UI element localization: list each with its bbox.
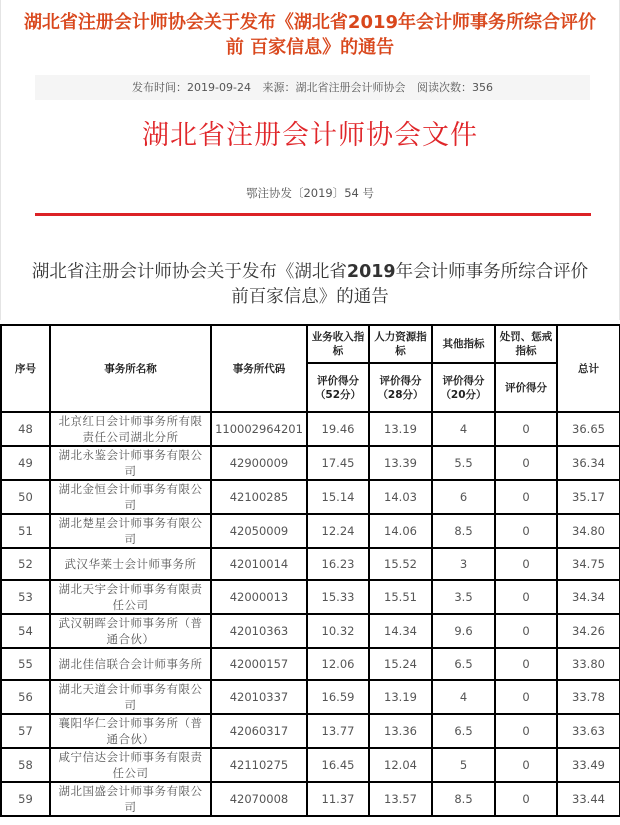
cell-hr: 14.34 bbox=[369, 614, 432, 648]
cell-penalty: 0 bbox=[495, 446, 557, 480]
notice-title bbox=[30, 260, 590, 310]
cell-total: 34.26 bbox=[557, 614, 620, 648]
cell-penalty: 0 bbox=[495, 648, 557, 680]
cell-hr: 13.19 bbox=[369, 680, 432, 714]
cell-penalty: 0 bbox=[495, 514, 557, 548]
header-income-score: 评价得分（52分） bbox=[307, 363, 369, 412]
cell-seq: 50 bbox=[1, 480, 50, 514]
cell-penalty: 0 bbox=[495, 614, 557, 648]
cell-income: 11.37 bbox=[307, 782, 369, 816]
cell-seq: 49 bbox=[1, 446, 50, 480]
cell-seq: 56 bbox=[1, 680, 50, 714]
table-row bbox=[1, 412, 620, 446]
cell-other: 6 bbox=[432, 480, 495, 514]
cell-code: 42060317 bbox=[211, 714, 307, 748]
cell-hr: 15.51 bbox=[369, 580, 432, 614]
table-row bbox=[1, 714, 620, 748]
cell-code: 42050009 bbox=[211, 514, 307, 548]
cell-other: 3.5 bbox=[432, 580, 495, 614]
document-number: 鄂注协发〔2019〕54 号 bbox=[245, 186, 375, 200]
cell-name: 武汉朝晖会计师事务所（普通合伙） bbox=[50, 614, 211, 648]
cell-name: 湖北佳信联合会计师事务所 bbox=[50, 648, 211, 680]
cell-seq: 57 bbox=[1, 714, 50, 748]
cell-other: 9.6 bbox=[432, 614, 495, 648]
cell-income: 15.33 bbox=[307, 580, 369, 614]
cell-penalty: 0 bbox=[495, 680, 557, 714]
cell-penalty: 0 bbox=[495, 412, 557, 446]
cell-name: 湖北天宇会计师事务有限责任公司 bbox=[50, 580, 211, 614]
cell-hr: 14.06 bbox=[369, 514, 432, 548]
cell-total: 36.34 bbox=[557, 446, 620, 480]
table-row bbox=[1, 680, 620, 714]
cell-hr: 14.03 bbox=[369, 480, 432, 514]
header-name: 事务所名称 bbox=[50, 325, 211, 412]
table-row bbox=[1, 480, 620, 514]
cell-total: 33.49 bbox=[557, 748, 620, 782]
cell-total: 35.17 bbox=[557, 480, 620, 514]
cell-income: 17.45 bbox=[307, 446, 369, 480]
cell-code: 42110275 bbox=[211, 748, 307, 782]
cell-hr: 13.36 bbox=[369, 714, 432, 748]
notice-title-year: 2019 bbox=[346, 262, 396, 282]
cell-name: 湖北楚星会计师事务有限公司 bbox=[50, 514, 211, 548]
cell-total: 33.44 bbox=[557, 782, 620, 816]
cell-name: 武汉华莱士会计师事务所 bbox=[50, 548, 211, 580]
header-penalty-score: 评价得分 bbox=[495, 363, 557, 412]
cell-total: 33.63 bbox=[557, 714, 620, 748]
cell-income: 19.46 bbox=[307, 412, 369, 446]
source-value: 湖北省注册会计师协会 bbox=[295, 81, 406, 94]
views-count: 356 bbox=[471, 81, 493, 94]
cell-code: 42010014 bbox=[211, 548, 307, 580]
cell-name: 襄阳华仁会计师事务所（普通合伙） bbox=[50, 714, 211, 748]
cell-income: 12.24 bbox=[307, 514, 369, 548]
cell-income: 13.77 bbox=[307, 714, 369, 748]
table-row bbox=[1, 614, 620, 648]
cell-hr: 15.52 bbox=[369, 548, 432, 580]
table-row bbox=[1, 782, 620, 816]
cell-seq: 55 bbox=[1, 648, 50, 680]
cell-hr: 13.39 bbox=[369, 446, 432, 480]
cell-hr: 12.04 bbox=[369, 748, 432, 782]
cell-code: 110002964201 bbox=[211, 412, 307, 446]
cell-name: 咸宁信达会计师事务有限责任公司 bbox=[50, 748, 211, 782]
cell-income: 10.32 bbox=[307, 614, 369, 648]
publish-date: 2019-09-24 bbox=[187, 81, 251, 94]
cell-other: 8.5 bbox=[432, 782, 495, 816]
publish-label: 发布时间： bbox=[132, 81, 188, 94]
cell-other: 4 bbox=[432, 680, 495, 714]
cell-income: 16.45 bbox=[307, 748, 369, 782]
header-other-indicator: 其他指标 bbox=[432, 325, 495, 363]
table-row bbox=[1, 514, 620, 548]
cell-hr: 13.19 bbox=[369, 412, 432, 446]
cell-total: 34.34 bbox=[557, 580, 620, 614]
cell-seq: 54 bbox=[1, 614, 50, 648]
cell-seq: 53 bbox=[1, 580, 50, 614]
cell-income: 15.14 bbox=[307, 480, 369, 514]
table-row bbox=[1, 580, 620, 614]
header-penalty-indicator: 处罚、惩戒指标 bbox=[495, 325, 557, 363]
header-hr-score: 评价得分（28分） bbox=[369, 363, 432, 412]
cell-seq: 52 bbox=[1, 548, 50, 580]
cell-seq: 48 bbox=[1, 412, 50, 446]
header-other-score: 评价得分（20分） bbox=[432, 363, 495, 412]
cell-seq: 59 bbox=[1, 782, 50, 816]
article-meta-bar bbox=[35, 75, 590, 100]
cell-total: 34.75 bbox=[557, 548, 620, 580]
cell-code: 42100285 bbox=[211, 480, 307, 514]
cell-total: 33.80 bbox=[557, 648, 620, 680]
cell-name: 湖北金恒会计师事务有限公司 bbox=[50, 480, 211, 514]
table-row bbox=[1, 748, 620, 782]
cell-hr: 15.24 bbox=[369, 648, 432, 680]
cell-name: 湖北永鉴会计师事务有限公司 bbox=[50, 446, 211, 480]
cell-other: 3 bbox=[432, 548, 495, 580]
table-row bbox=[1, 648, 620, 680]
header-seq: 序号 bbox=[1, 325, 50, 412]
views-info bbox=[417, 81, 493, 94]
document-header: 湖北省注册会计师协会文件 bbox=[142, 120, 478, 151]
header-hr-indicator: 人力资源指标 bbox=[369, 325, 432, 363]
table-row bbox=[1, 548, 620, 580]
cell-penalty: 0 bbox=[495, 480, 557, 514]
header-row-1 bbox=[1, 325, 620, 363]
notice-title-part1: 湖北省注册会计师协会关于发布《湖北省 bbox=[31, 262, 347, 282]
publish-info bbox=[132, 81, 251, 94]
cell-other: 5 bbox=[432, 748, 495, 782]
cell-code: 42010363 bbox=[211, 614, 307, 648]
header-income-indicator: 业务收入指标 bbox=[307, 325, 369, 363]
cell-income: 16.59 bbox=[307, 680, 369, 714]
cell-penalty: 0 bbox=[495, 548, 557, 580]
cell-total: 33.78 bbox=[557, 680, 620, 714]
cell-name: 北京红日会计师事务所有限责任公司湖北分所 bbox=[50, 412, 211, 446]
views-label: 阅读次数： bbox=[416, 81, 472, 94]
red-divider bbox=[35, 213, 591, 216]
cell-hr: 13.57 bbox=[369, 782, 432, 816]
header-total: 总计 bbox=[557, 325, 620, 412]
cell-income: 16.23 bbox=[307, 548, 369, 580]
source-info bbox=[262, 81, 405, 94]
cell-name: 湖北天道会计师事务有限公司 bbox=[50, 680, 211, 714]
cell-income: 12.06 bbox=[307, 648, 369, 680]
article-title: 湖北省注册会计师协会关于发布《湖北省2019年会计师事务所综合评价前 百家信息》的通告 bbox=[23, 12, 597, 58]
cell-other: 6.5 bbox=[432, 648, 495, 680]
cell-total: 34.80 bbox=[557, 514, 620, 548]
table-row bbox=[1, 446, 620, 480]
notice-title-part2: 年会计师事务所综合评价前百家信息》的通告 bbox=[231, 262, 589, 307]
cell-penalty: 0 bbox=[495, 714, 557, 748]
ranking-table bbox=[0, 324, 620, 817]
cell-seq: 51 bbox=[1, 514, 50, 548]
cell-total: 36.65 bbox=[557, 412, 620, 446]
cell-code: 42000013 bbox=[211, 580, 307, 614]
header-code: 事务所代码 bbox=[211, 325, 307, 412]
cell-penalty: 0 bbox=[495, 782, 557, 816]
cell-other: 5.5 bbox=[432, 446, 495, 480]
cell-other: 4 bbox=[432, 412, 495, 446]
cell-code: 42010337 bbox=[211, 680, 307, 714]
cell-name: 湖北国盛会计师事务有限公司 bbox=[50, 782, 211, 816]
cell-code: 42070008 bbox=[211, 782, 307, 816]
source-label: 来源： bbox=[262, 81, 296, 94]
cell-seq: 58 bbox=[1, 748, 50, 782]
cell-other: 8.5 bbox=[432, 514, 495, 548]
cell-code: 42000157 bbox=[211, 648, 307, 680]
cell-code: 42900009 bbox=[211, 446, 307, 480]
cell-other: 6.5 bbox=[432, 714, 495, 748]
cell-penalty: 0 bbox=[495, 748, 557, 782]
cell-penalty: 0 bbox=[495, 580, 557, 614]
